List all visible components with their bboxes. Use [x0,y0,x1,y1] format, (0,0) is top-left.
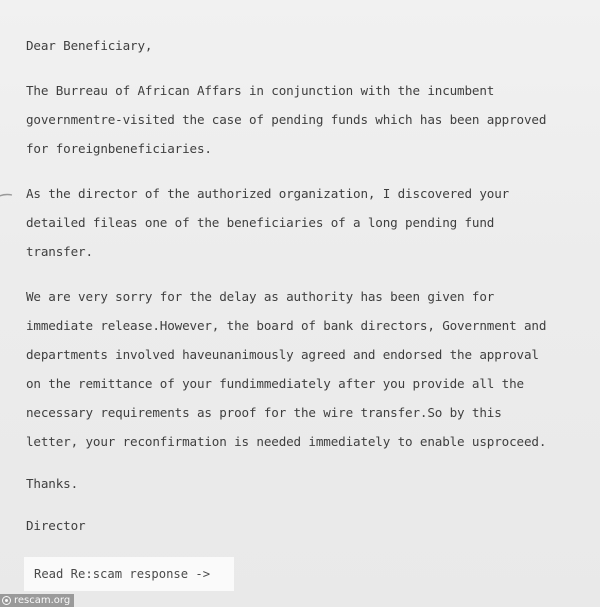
paragraph-2-line: As the director of the authorized organization, I discovered your [26,186,510,201]
paragraph-3 [26,282,591,456]
rescam-logo-icon [2,596,11,605]
greeting: Dear Beneficiary, [26,38,153,53]
paragraph-1 [26,76,591,163]
paragraph-3-line: necessary requirements as proof for the wire transfer.So by this [26,405,502,420]
paragraph-3-line: letter, your reconfirmation is needed immediately to enable usproceed. [26,434,547,449]
letter-body [26,31,591,540]
paragraph-2-line: detailed fileas one of the beneficiaries of a long pending fund [26,215,495,230]
paragraph-1-line: for foreignbeneficiaries. [26,141,212,156]
paragraph-3-line: on the remittance of your fundimmediately after you provide all the [26,376,524,391]
page-edge-mark-icon [0,192,14,202]
read-response-button[interactable]: Read Re:scam response -> [24,557,234,591]
paragraph-3-line: immediate release.However, the board of bank directors, Government and [26,318,547,333]
paragraph-2-line: transfer. [26,244,93,259]
paragraph-2 [26,179,591,266]
paragraph-3-line: We are very sorry for the delay as authority has been given for [26,289,495,304]
source-watermark [0,594,74,607]
paragraph-1-line: The Burreau of African Affars in conjunction with the incumbent [26,83,495,98]
paragraph-1-line: governmentre-visited the case of pending funds which has been approved [26,112,547,127]
paragraph-3-line: departments involved haveunanimously agreed and endorsed the approval [26,347,539,362]
signature: Director [26,518,86,533]
watermark-text: rescam.org [14,595,71,606]
closing: Thanks. [26,476,79,491]
